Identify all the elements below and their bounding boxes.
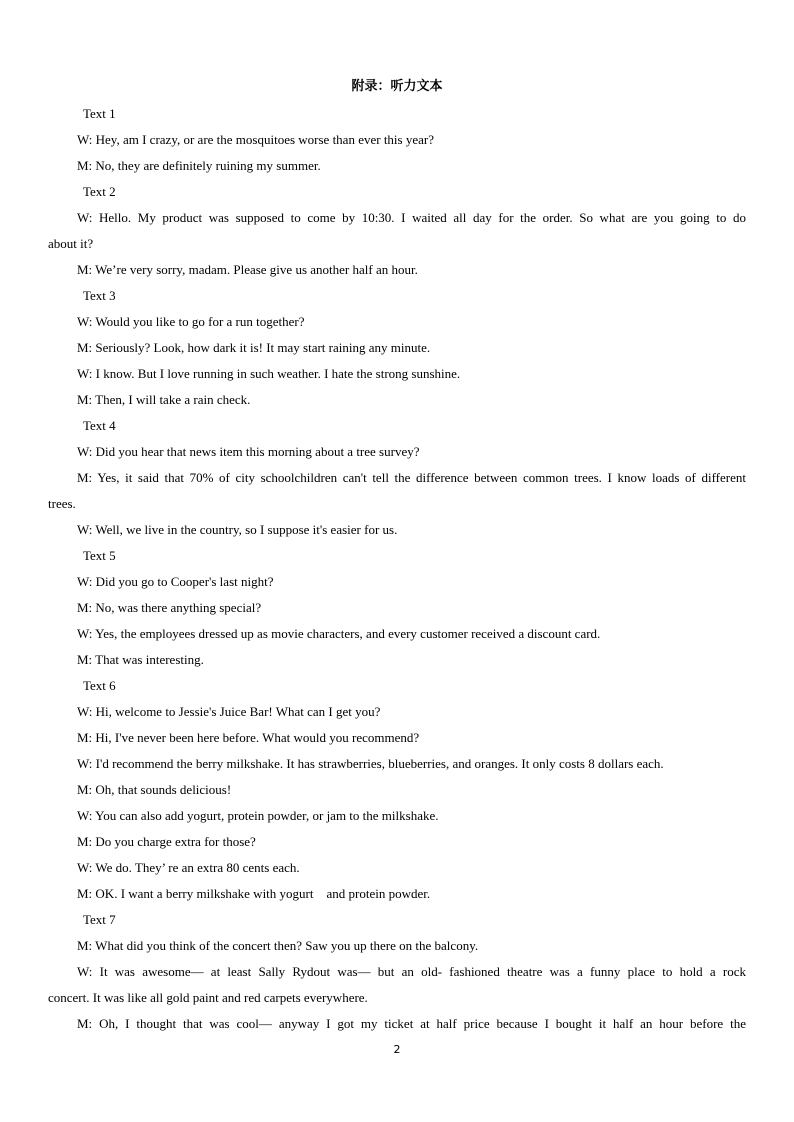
section-heading-text-6: Text 6 [83,678,116,693]
section-heading-text-7: Text 7 [83,912,116,927]
dialogue-line-continuation: concert. It was like all gold paint and red carpets everywhere. [48,990,368,1005]
section-heading-text-5: Text 5 [83,548,116,563]
dialogue-line: M: What did you think of the concert then? Saw you up there on the balcony. [77,938,479,953]
dialogue-line: M: Then, I will take a rain check. [77,392,251,407]
section-heading-text-4: Text 4 [83,418,116,433]
dialogue-line: M: OK. I want a berry milkshake with yogurt and protein powder. [77,886,431,901]
dialogue-line: M: We’re very sorry, madam. Please give us another half an hour. [77,262,418,277]
dialogue-line: W: Did you go to Cooper's last night? [77,574,274,589]
dialogue-line: W: It was awesome— at least Sally Rydout was— but an old- fashioned theatre was a funny place to hold a rock [77,964,746,979]
section-heading-text-3: Text 3 [83,288,116,303]
dialogue-line: W: Did you hear that news item this morning about a tree survey? [77,444,420,459]
dialogue-line-continuation: trees. [48,496,76,511]
dialogue-line: M: Hi, I've never been here before. What would you recommend? [77,730,420,745]
dialogue-line: W: Hi, welcome to Jessie's Juice Bar! What can I get you? [77,704,381,719]
dialogue-line: W: Hey, am I crazy, or are the mosquitoes worse than ever this year? [77,132,434,147]
dialogue-line: W: Hello. My product was supposed to come by 10:30. I waited all day for the order. So what are you going to do [77,210,746,225]
dialogue-line: M: That was interesting. [77,652,204,667]
dialogue-line: M: Seriously? Look, how dark it is! It may start raining any minute. [77,340,431,355]
dialogue-line: W: You can also add yogurt, protein powder, or jam to the milkshake. [77,808,439,823]
dialogue-line: W: Well, we live in the country, so I suppose it's easier for us. [77,522,398,537]
dialogue-line: W: Yes, the employees dressed up as movie characters, and every customer received a discount card. [77,626,601,641]
dialogue-line-continuation: about it? [48,236,94,251]
dialogue-line: W: I'd recommend the berry milkshake. It has strawberries, blueberries, and oranges. It only costs 8 dollars each. [77,756,664,771]
dialogue-line: W: We do. They’ re an extra 80 cents each. [77,860,300,875]
page-number: 2 [393,1043,401,1056]
section-heading-text-1: Text 1 [83,106,116,121]
dialogue-line: W: I know. But I love running in such weather. I hate the strong sunshine. [77,366,461,381]
dialogue-line: M: Yes, it said that 70% of city schoolchildren can't tell the difference between common trees. I know loads of different [77,470,746,485]
section-heading-text-2: Text 2 [83,184,116,199]
dialogue-line: M: Oh, I thought that was cool— anyway I got my ticket at half price because I bought it half an hour before the [77,1016,746,1031]
dialogue-line: M: No, was there anything special? [77,600,262,615]
page-title: 附录：听力文本 [351,79,443,94]
dialogue-line: W: Would you like to go for a run together? [77,314,305,329]
dialogue-line: M: No, they are definitely ruining my summer. [77,158,321,173]
dialogue-line: M: Oh, that sounds delicious! [77,782,232,797]
dialogue-line: M: Do you charge extra for those? [77,834,256,849]
